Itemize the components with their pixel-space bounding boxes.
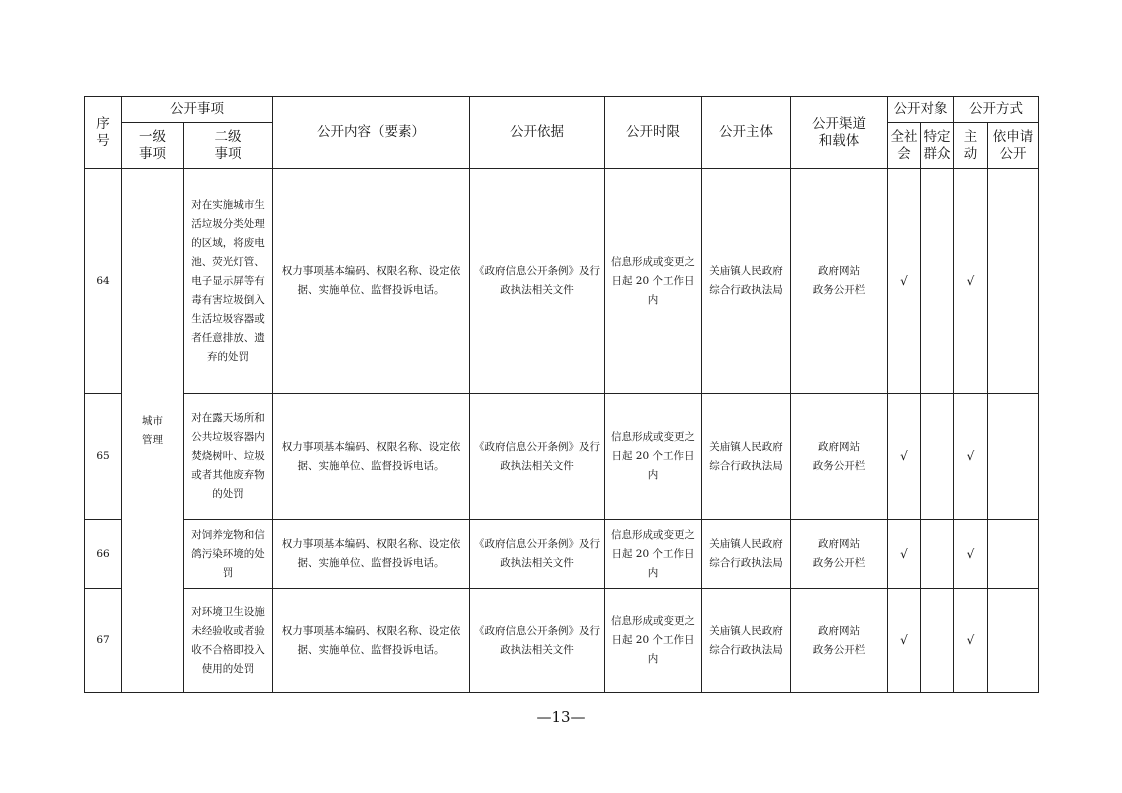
row-number: 65 <box>85 394 122 520</box>
table-row <box>85 169 1039 394</box>
level1-cell: 城市 管理 <box>122 169 184 693</box>
header-audience: 公开对象 <box>888 97 954 123</box>
header-subject: 公开主体 <box>702 97 791 169</box>
page-number: —13— <box>536 708 586 726</box>
level2-cell: 对在实施城市生活垃圾分类处理的区域，将废电池、荧光灯管、电子显示屏等有毒有害垃圾倒入生活垃圾容器或者任意排放、遗弃的处罚 <box>184 169 273 394</box>
subject-cell: 关庙镇人民政府综合行政执法局 <box>702 520 791 589</box>
header-seq: 序 号 <box>85 97 122 169</box>
check-mark: √ <box>954 520 988 589</box>
subject-cell: 关庙镇人民政府综合行政执法局 <box>702 169 791 394</box>
check-mark: √ <box>954 169 988 394</box>
table-row <box>85 520 1039 589</box>
specific-cell <box>921 394 954 520</box>
channel-cell: 政府网站 政务公开栏 <box>791 394 888 520</box>
channel-cell: 政府网站 政务公开栏 <box>791 520 888 589</box>
content-cell: 权力事项基本编码、权限名称、设定依据、实施单位、监督投诉电话。 <box>273 520 470 589</box>
time-limit-cell: 信息形成或变更之日起 20 个工作日内 <box>605 520 702 589</box>
row-number: 67 <box>85 589 122 693</box>
content-cell: 权力事项基本编码、权限名称、设定依据、实施单位、监督投诉电话。 <box>273 589 470 693</box>
apply-cell <box>988 169 1039 394</box>
channel-cell: 政府网站 政务公开栏 <box>791 169 888 394</box>
header-method: 公开方式 <box>954 97 1039 123</box>
subject-cell: 关庙镇人民政府综合行政执法局 <box>702 394 791 520</box>
header-method-apply: 依申请 公开 <box>988 123 1039 169</box>
subject-cell: 关庙镇人民政府综合行政执法局 <box>702 589 791 693</box>
header-method-active: 主 动 <box>954 123 988 169</box>
header-audience-all: 全社 会 <box>888 123 921 169</box>
header-items: 公开事项 <box>122 97 273 123</box>
header-channel: 公开渠道 和载体 <box>791 97 888 169</box>
time-limit-cell: 信息形成或变更之日起 20 个工作日内 <box>605 394 702 520</box>
row-number: 64 <box>85 169 122 394</box>
time-limit-cell: 信息形成或变更之日起 20 个工作日内 <box>605 169 702 394</box>
apply-cell <box>988 394 1039 520</box>
basis-cell: 《政府信息公开条例》及行政执法相关文件 <box>470 394 605 520</box>
table-row <box>85 589 1039 693</box>
check-mark: √ <box>954 589 988 693</box>
check-mark: √ <box>954 394 988 520</box>
specific-cell <box>921 589 954 693</box>
level2-cell: 对在露天场所和公共垃圾容器内焚烧树叶、垃圾或者其他废弃物的处罚 <box>184 394 273 520</box>
check-mark: √ <box>888 520 921 589</box>
header-content: 公开内容（要素） <box>273 97 470 169</box>
basis-cell: 《政府信息公开条例》及行政执法相关文件 <box>470 169 605 394</box>
header-basis: 公开依据 <box>470 97 605 169</box>
channel-cell: 政府网站 政务公开栏 <box>791 589 888 693</box>
basis-cell: 《政府信息公开条例》及行政执法相关文件 <box>470 589 605 693</box>
header-level2: 二级 事项 <box>184 123 273 169</box>
content-cell: 权力事项基本编码、权限名称、设定依据、实施单位、监督投诉电话。 <box>273 394 470 520</box>
header-time-limit: 公开时限 <box>605 97 702 169</box>
level2-cell: 对环境卫生设施未经验收或者验收不合格即投入使用的处罚 <box>184 589 273 693</box>
level2-cell: 对饲养宠物和信鸽污染环境的处罚 <box>184 520 273 589</box>
row-number: 66 <box>85 520 122 589</box>
disclosure-table <box>84 96 1039 693</box>
check-mark: √ <box>888 589 921 693</box>
apply-cell <box>988 520 1039 589</box>
apply-cell <box>988 589 1039 693</box>
check-mark: √ <box>888 169 921 394</box>
check-mark: √ <box>888 394 921 520</box>
table-row <box>85 394 1039 520</box>
header-level1: 一级 事项 <box>122 123 184 169</box>
specific-cell <box>921 520 954 589</box>
basis-cell: 《政府信息公开条例》及行政执法相关文件 <box>470 520 605 589</box>
time-limit-cell: 信息形成或变更之日起 20 个工作日内 <box>605 589 702 693</box>
header-audience-specific: 特定 群众 <box>921 123 954 169</box>
specific-cell <box>921 169 954 394</box>
content-cell: 权力事项基本编码、权限名称、设定依据、实施单位、监督投诉电话。 <box>273 169 470 394</box>
